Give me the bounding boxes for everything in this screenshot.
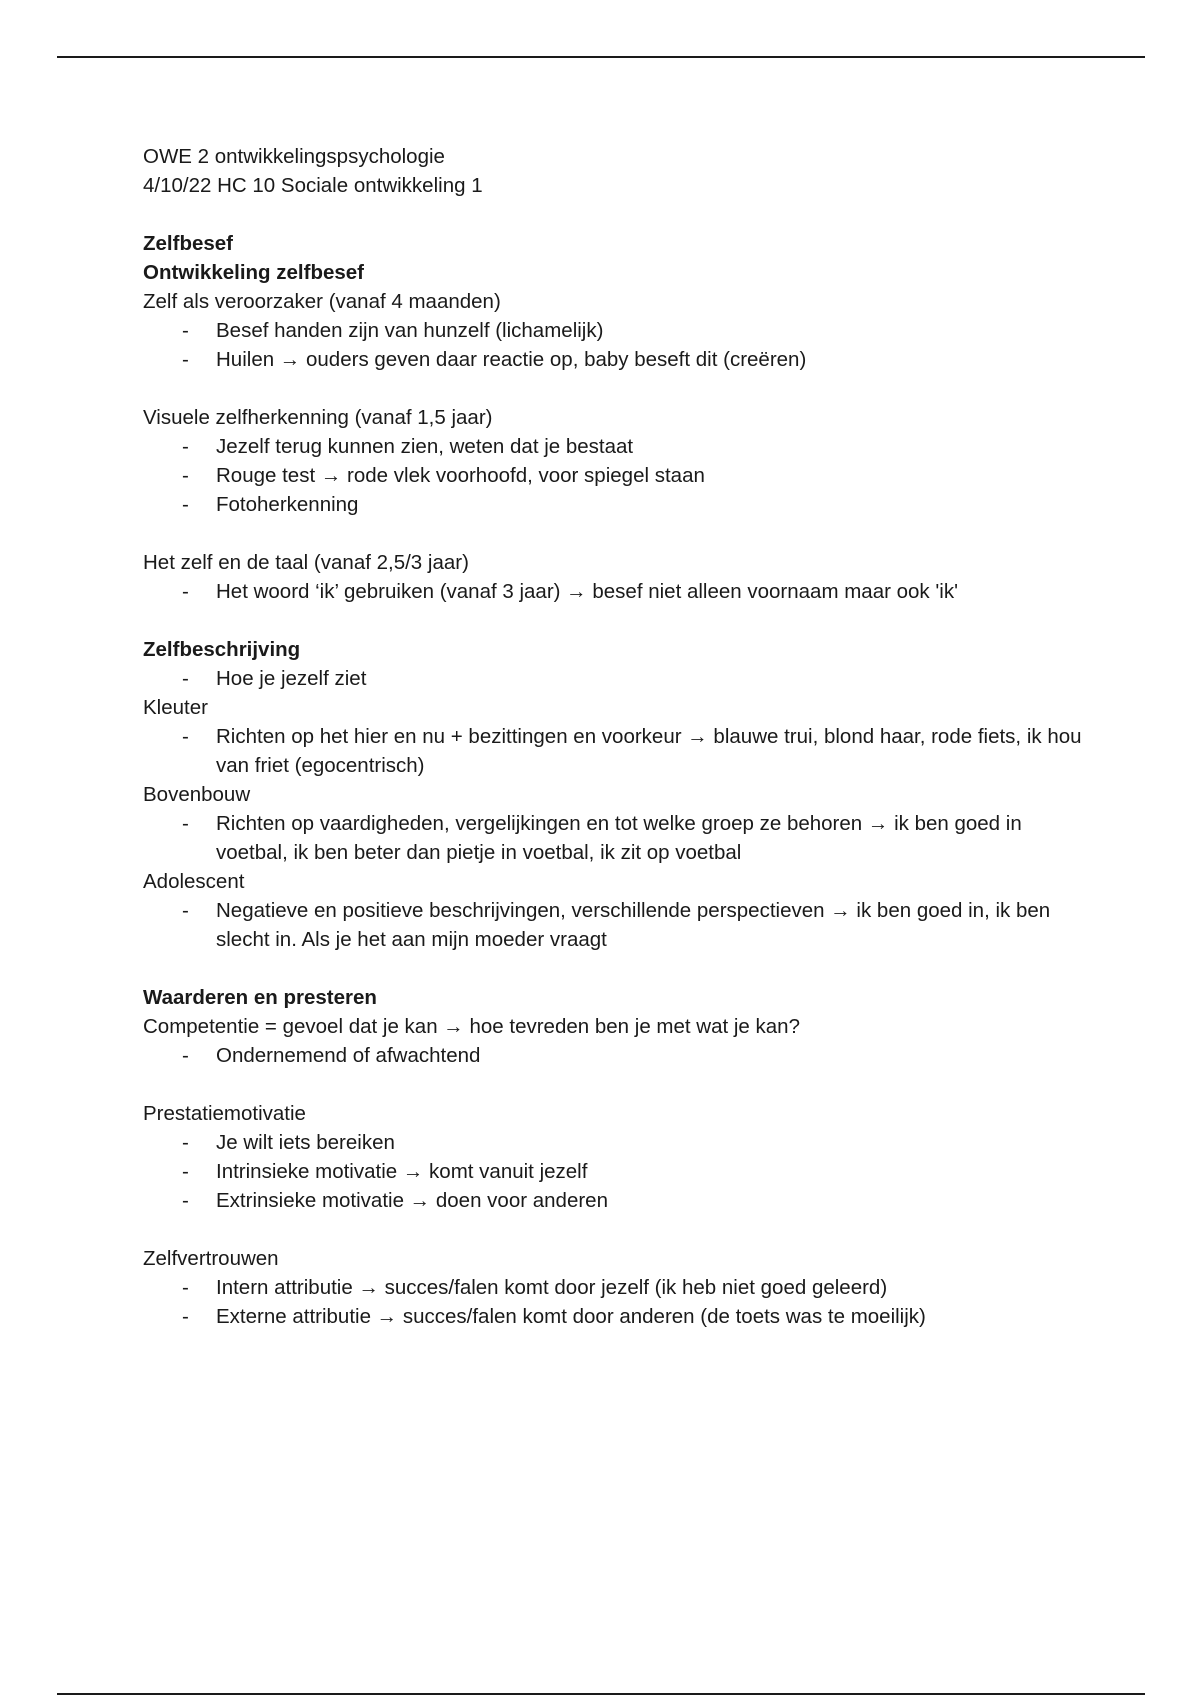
spacer (143, 519, 1083, 548)
subheading-ontwikkeling: Ontwikkeling zelfbesef (143, 261, 364, 284)
list-item-text: Richten op vaardigheden, vergelijkingen en tot welke groep ze behoren → ik ben goed in voetbal, ik ben beter dan pietje in voetbal, ik zit op voetbal (216, 812, 1022, 864)
list-item (143, 722, 1083, 780)
list-item (143, 316, 1083, 345)
topic-kleuter: Kleuter (143, 696, 208, 719)
list-item (143, 1041, 1083, 1070)
header-rule (57, 56, 1145, 58)
list-item-text: Hoe je jezelf ziet (216, 667, 367, 690)
spacer (143, 954, 1083, 983)
bullet-dash: - (182, 493, 189, 516)
spacer (143, 200, 1083, 229)
list-item-text: Negatieve en positieve beschrijvingen, verschillende perspectieven → ik ben goed in, ik ben slecht in. Als je het aan mijn moeder vraagt (216, 899, 1051, 951)
list-item (143, 432, 1083, 461)
bullet-dash: - (182, 1160, 189, 1183)
list-item (143, 1157, 1083, 1186)
list-item-text: Fotoherkenning (216, 493, 359, 516)
footer-rule (57, 1693, 1145, 1695)
list-item (143, 896, 1083, 954)
topic-visueel: Visuele zelfherkenning (vanaf 1,5 jaar) (143, 406, 493, 429)
spacer (143, 1070, 1083, 1099)
section-heading-zelfbeschrijving: Zelfbeschrijving (143, 638, 301, 661)
topic-bovenbouw: Bovenbouw (143, 783, 251, 806)
list-item (143, 345, 1083, 374)
list-item-text: Ondernemend of afwachtend (216, 1044, 481, 1067)
list-item (143, 1302, 1083, 1331)
spacer (143, 374, 1083, 403)
list-item (143, 461, 1083, 490)
bullet-dash: - (182, 1276, 189, 1299)
bullet-dash: - (182, 348, 189, 371)
bullet-dash: - (182, 899, 189, 922)
spacer (143, 1215, 1083, 1244)
section-heading-waarderen: Waarderen en presteren (143, 986, 377, 1009)
list-item-text: Huilen → ouders geven daar reactie op, baby beseft dit (creëren) (216, 348, 807, 371)
list-item (143, 1128, 1083, 1157)
topic-taal: Het zelf en de taal (vanaf 2,5/3 jaar) (143, 551, 469, 574)
bullet-dash: - (182, 1305, 189, 1328)
bullet-dash: - (182, 435, 189, 458)
list-item-text: Het woord ‘ik’ gebruiken (vanaf 3 jaar) → besef niet alleen voornaam maar ook 'ik' (216, 580, 959, 603)
list-item (143, 664, 1083, 693)
spacer (143, 606, 1083, 635)
list-item-text: Rouge test → rode vlek voorhoofd, voor spiegel staan (216, 464, 705, 487)
list-item-text: Intern attributie → succes/falen komt door jezelf (ik heb niet goed geleerd) (216, 1276, 888, 1299)
list-item-text: Jezelf terug kunnen zien, weten dat je bestaat (216, 435, 634, 458)
bullet-dash: - (182, 464, 189, 487)
bullet-dash: - (182, 1189, 189, 1212)
list-item (143, 1186, 1083, 1215)
list-item-text: Extrinsieke motivatie → doen voor anderen (216, 1189, 608, 1212)
course-title: OWE 2 ontwikkelingspsychologie (143, 145, 445, 168)
bullet-dash: - (182, 319, 189, 342)
topic-veroorzaker: Zelf als veroorzaker (vanaf 4 maanden) (143, 290, 501, 313)
list-item (143, 577, 1083, 606)
topic-competentie: Competentie = gevoel dat je kan → hoe tevreden ben je met wat je kan? (143, 1015, 800, 1038)
list-item-text: Richten op het hier en nu + bezittingen en voorkeur → blauwe trui, blond haar, rode fiets, ik hou van friet (egocentrisch) (216, 725, 1082, 777)
bullet-dash: - (182, 1044, 189, 1067)
topic-adolescent: Adolescent (143, 870, 245, 893)
list-item-text: Besef handen zijn van hunzelf (lichamelijk) (216, 319, 604, 342)
bullet-dash: - (182, 1131, 189, 1154)
section-heading-zelfbesef: Zelfbesef (143, 232, 233, 255)
bullet-dash: - (182, 725, 189, 748)
bullet-dash: - (182, 812, 189, 835)
notes-body (143, 142, 1083, 1331)
lecture-title: 4/10/22 HC 10 Sociale ontwikkeling 1 (143, 174, 483, 197)
bullet-dash: - (182, 667, 189, 690)
list-item-text: Externe attributie → succes/falen komt door anderen (de toets was te moeilijk) (216, 1305, 926, 1328)
list-item (143, 1273, 1083, 1302)
topic-prestatiemotivatie: Prestatiemotivatie (143, 1102, 306, 1125)
list-item (143, 490, 1083, 519)
list-item (143, 809, 1083, 867)
bullet-dash: - (182, 580, 189, 603)
topic-zelfvertrouwen: Zelfvertrouwen (143, 1247, 279, 1270)
list-item-text: Je wilt iets bereiken (216, 1131, 395, 1154)
list-item-text: Intrinsieke motivatie → komt vanuit jezelf (216, 1160, 588, 1183)
